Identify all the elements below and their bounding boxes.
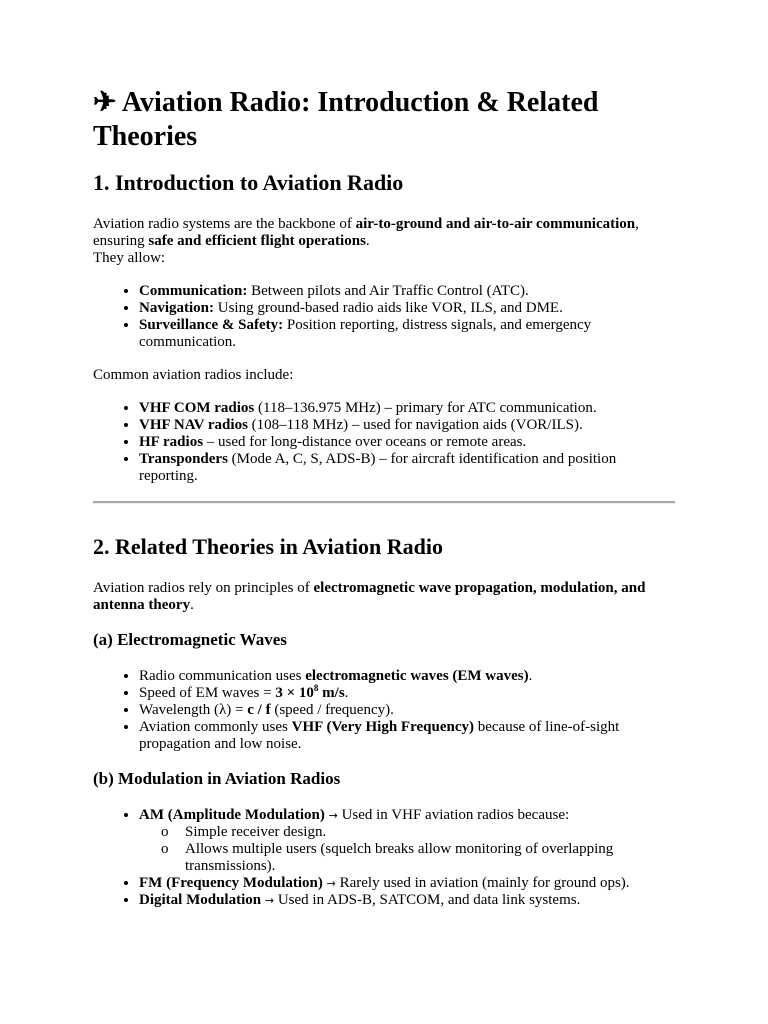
radios-list [93,400,675,485]
list-item: • HF radios – used for long-distance over oceans or remote areas. [139,434,675,451]
document-page [93,86,675,925]
arrow-icon: → [326,877,336,890]
list-item: • Navigation: Using ground-based radio aids like VOR, ILS, and DME. [139,300,675,317]
am-sub-list [139,824,675,875]
modulation-list [93,807,675,909]
page-title: ✈ Aviation Radio: Introduction & Related Theories [93,87,599,152]
list-item: • Wavelength (λ) = c / f (speed / frequency). [139,702,675,719]
list-item: • Communication: Between pilots and Air Traffic Control (ATC). [139,283,675,300]
section-2-heading: 2. Related Theories in Aviation Radio [93,534,443,559]
list-item: • Radio communication uses electromagnetic waves (EM waves). [139,668,675,685]
arrow-icon: → [328,809,338,822]
subsection-b-heading: (b) Modulation in Aviation Radios [93,769,341,788]
sub-list-item: o Allows multiple users (squelch breaks allow monitoring of overlapping transmissions). [161,841,614,874]
arrow-icon: → [264,894,275,907]
list-item: • FM (Frequency Modulation) → Rarely used in aviation (mainly for ground ops). [139,875,675,892]
section-2-intro: Aviation radios rely on principles of electromagnetic wave propagation, modulation, and antenna theory. [93,580,646,613]
list-item: • Surveillance & Safety: Position reporting, distress signals, and emergency communication. [139,317,675,351]
horizontal-rule [93,501,675,504]
allow-list [93,283,675,351]
list-item: • AM (Amplitude Modulation) → Used in VHF aviation radios because: o Simple receiver design. o Allows multiple users (squelch breaks allow monitoring of overlapping transmissions). [139,807,675,875]
em-waves-list [93,668,675,753]
list-item: • Digital Modulation → Used in ADS-B, SATCOM, and data link systems. [139,892,675,909]
subsection-a-heading: (a) Electromagnetic Waves [93,630,287,649]
list-item: • Transponders (Mode A, C, S, ADS-B) – for aircraft identification and position reporting. [139,451,675,485]
list-item: • Aviation commonly uses VHF (Very High Frequency) because of line-of-sight propagation and low noise. [139,719,675,753]
list-item: • VHF NAV radios (108–118 MHz) – used for navigation aids (VOR/ILS). [139,417,675,434]
list-item: • VHF COM radios (118–136.975 MHz) – primary for ATC communication. [139,400,675,417]
common-radios-intro: Common aviation radios include: [93,367,294,383]
sub-list-item: o Simple receiver design. [161,824,327,840]
section-1-heading: 1. Introduction to Aviation Radio [93,170,404,195]
section-1-intro: Aviation radio systems are the backbone of air-to-ground and air-to-air communication, ensuring safe and efficient flight operations. They allow: [93,216,639,266]
list-item: • Speed of EM waves = $3 \times 10^8$ m/s. [139,685,675,702]
